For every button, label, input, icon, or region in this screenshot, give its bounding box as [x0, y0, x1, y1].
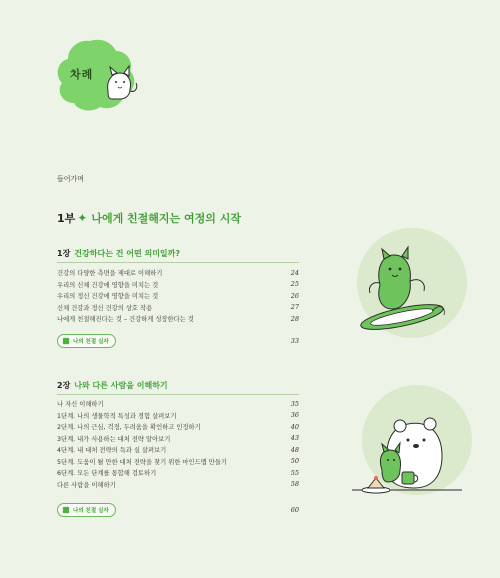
exercise-row[interactable]: [57, 334, 299, 348]
toc-item-label: 우리의 신체 건강에 영향을 미치는 것: [57, 281, 159, 289]
toc-item-label: 3단계. 내가 사용하는 대처 전략 알아보기: [57, 435, 171, 443]
chapter-number: 2장: [57, 381, 71, 390]
clover-icon: [62, 506, 70, 514]
toc-item-label: 2단계. 나의 근심, 걱정, 두려움을 확인하고 인정하기: [57, 424, 201, 432]
toc-item[interactable]: [57, 410, 299, 422]
chapter-heading: [57, 248, 180, 259]
part-heading: [57, 210, 241, 226]
toc-item-page: 26: [290, 291, 299, 300]
chapter-number: 1장: [57, 249, 71, 258]
exercise-row[interactable]: [57, 503, 299, 517]
badge-label: 차례: [70, 68, 94, 81]
toc-item-page: 36: [290, 411, 299, 420]
toc-item-page: 28: [290, 314, 299, 323]
part-number: 1부: [57, 212, 76, 225]
toc-list-chapter-2: [57, 398, 299, 490]
toc-item-label: 5단계. 도움이 될 만한 대처 전략을 찾기 위한 마인드맵 만들기: [57, 458, 228, 466]
toc-item-page: 25: [290, 280, 299, 289]
toc-item[interactable]: [57, 421, 299, 433]
sparkle-icon: ✦: [77, 211, 88, 225]
clover-icon: [62, 337, 70, 345]
chapter-title: 나와 다른 사람을 이해하기: [74, 381, 168, 390]
toc-item-page: 50: [290, 457, 299, 466]
exercise-pill[interactable]: [57, 334, 116, 348]
toc-item[interactable]: [57, 302, 299, 314]
toc-item-page: 58: [290, 480, 299, 489]
toc-item-label: 건강의 다양한 측면을 제대로 이해하기: [57, 270, 163, 278]
toc-item-page: 33: [290, 337, 299, 345]
toc-item-page: 60: [290, 506, 299, 514]
toc-item[interactable]: [57, 479, 299, 491]
surfing-mascot-illustration: [340, 225, 480, 345]
exercise-pill-label: 나의 친절 실자: [73, 508, 109, 514]
toc-item-page: 55: [290, 468, 299, 477]
toc-item-page: 43: [290, 434, 299, 443]
toc-list-chapter-1: [57, 267, 299, 325]
toc-item-label: 나 자신 이해하기: [57, 401, 104, 409]
toc-item[interactable]: [57, 467, 299, 479]
toc-item-page: 27: [290, 303, 299, 312]
toc-item[interactable]: [57, 267, 299, 279]
chapter-heading: [57, 380, 168, 391]
toc-item[interactable]: [57, 444, 299, 456]
toc-item-page: 24: [290, 268, 299, 277]
toc-item[interactable]: [57, 279, 299, 291]
bear-and-cat-tea-illustration: [342, 378, 482, 508]
toc-item-label: 4단계. 내 대처 전략의 득과 실 살펴보기: [57, 447, 167, 455]
toc-item[interactable]: [57, 313, 299, 325]
chapter-badge-illustration: [50, 35, 140, 115]
toc-item[interactable]: [57, 398, 299, 410]
toc-item-label: 신체 건강과 정신 건강의 상호 작용: [57, 304, 153, 312]
toc-item-page: 35: [290, 399, 299, 408]
toc-item-page: 48: [290, 445, 299, 454]
divider: [57, 262, 299, 263]
toc-item[interactable]: [57, 433, 299, 445]
chapter-title: 건강하다는 건 어떤 의미일까?: [74, 249, 181, 258]
toc-item-label: 우리의 정신 건강에 영향을 미치는 것: [57, 293, 159, 301]
divider: [57, 394, 299, 395]
toc-item-label: 6단계. 모든 단계를 통합해 검토하기: [57, 470, 157, 478]
toc-item-label: 다른 사람을 이해하기: [57, 481, 116, 489]
toc-item-page: 40: [290, 422, 299, 431]
exercise-pill-label: 나의 친절 실자: [73, 339, 109, 345]
toc-item[interactable]: [57, 456, 299, 468]
exercise-pill[interactable]: [57, 503, 116, 517]
toc-item-label: 1단계. 나의 생물학적 특성과 경험 살펴보기: [57, 412, 177, 420]
toc-item-label: 나에게 친절해진다는 것 – 건강하게 성장한다는 것: [57, 316, 194, 324]
toc-item[interactable]: [57, 290, 299, 302]
part-title: 나에게 친절해지는 여정의 시작: [91, 212, 241, 225]
intro-entry[interactable]: 들어가며: [57, 175, 85, 183]
